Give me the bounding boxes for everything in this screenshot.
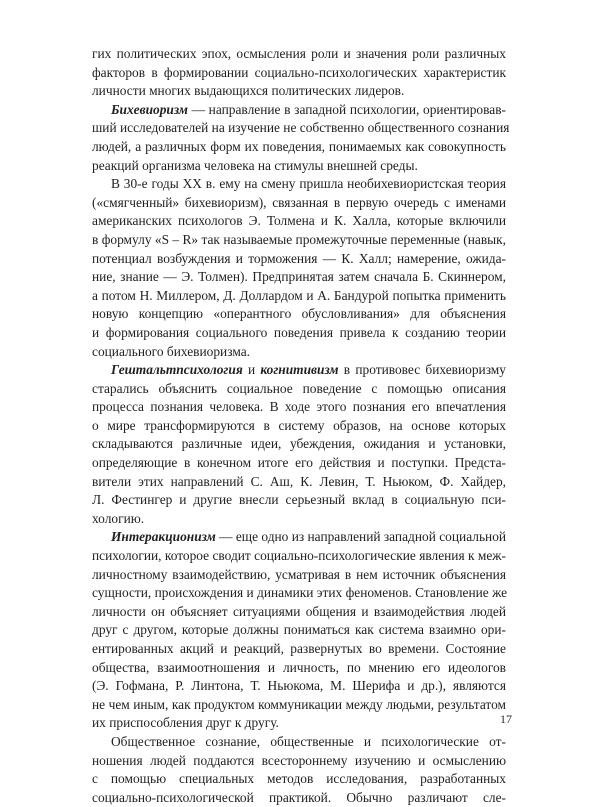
text-line (92, 435, 506, 454)
text-segment: старались объяснить социальное поведение с помощью описания (92, 380, 506, 396)
text-segment: людей, а различных форм их поведения, понимаемых как совокупность (92, 138, 506, 154)
text-line (92, 398, 506, 417)
text-segment: новую концепцию «оперантного обусловливания» для объяснения (92, 306, 506, 322)
text-line (92, 138, 506, 157)
text-segment: не чем иным, как продуктом коммуникации между людьми, результатом (92, 696, 506, 712)
text-segment: общества, взаимоотношения и личность, по мнению его идеологов (92, 659, 506, 675)
text-line (92, 45, 506, 64)
text-line (92, 194, 506, 213)
text-line (92, 417, 506, 436)
text-segment: — направление в западной психологии, ориентировав- (187, 101, 506, 117)
text-line (92, 640, 506, 659)
text-line (92, 361, 506, 380)
term-heading: Интеракционизм (111, 529, 216, 545)
text-line (92, 231, 506, 250)
body-text (92, 45, 510, 807)
text-line (92, 547, 506, 566)
text-line (92, 603, 506, 622)
text-line (92, 64, 506, 83)
text-line (92, 677, 506, 696)
text-segment: ние, знание — Э. Толмен). Предпринятая затем сначала Б. Скиннером, (92, 269, 506, 285)
text-line (92, 528, 506, 547)
text-line (92, 250, 506, 269)
text-line (92, 789, 506, 807)
text-segment: личностному взаимодействию, усматривая в нем источник объяснения (92, 566, 506, 582)
text-line (92, 733, 506, 752)
text-line (92, 101, 506, 120)
text-segment: ентированных акций и реакций, развернутых во времени. Состояние (92, 641, 506, 656)
text-segment: складываются различные идеи, убеждения, ожидания и установки, (92, 436, 506, 452)
text-segment: их приспособления друг к другу. (92, 715, 279, 731)
text-segment: В 30-е годы XX в. ему на смену пришла необихевиористская теория (111, 176, 506, 192)
term-heading: Гештальтпсихология (111, 362, 243, 378)
text-line (92, 696, 506, 715)
text-line (92, 119, 510, 138)
text-line (92, 305, 506, 324)
text-line (92, 287, 506, 306)
text-segment: с помощью специальных методов исследования, разработанных (92, 771, 506, 787)
text-segment: в формулу «S – R» так называемые промежуточные переменные (навык, (92, 231, 506, 247)
text-segment: американских психологов Э. Толмена и К. Халла, которые включили (92, 213, 506, 229)
term-heading: когнитивизм (260, 362, 339, 378)
text-segment: потенциал возбуждения и торможения — К. Халл; намерение, ожида- (92, 250, 506, 266)
text-segment: о мире трансформируются в систему образов, на основе которых (92, 417, 506, 433)
text-line (92, 175, 506, 194)
text-line (92, 659, 506, 678)
text-line (92, 343, 506, 362)
text-segment: (Э. Гофмана, Р. Линтона, Т. Ньюкома, М. Шерифа и др.), являются (92, 678, 506, 694)
text-line (92, 510, 506, 529)
text-line (92, 491, 506, 510)
text-line (92, 473, 506, 492)
text-line (92, 752, 506, 771)
text-segment: реакций организма человека на стимулы внешней среды. (92, 157, 418, 173)
page-number: 17 (500, 712, 512, 726)
text-line (92, 324, 506, 343)
text-segment: друг с другом, которые должны пониматься как система взаимно ори- (92, 622, 506, 638)
text-segment: гих политических эпох, осмысления роли и значения роли различных (92, 46, 506, 61)
text-line (92, 714, 506, 733)
text-line (92, 380, 506, 399)
text-segment: социального бихевиоризма. (92, 343, 250, 359)
text-segment: — еще одно из направлений западной социальной (215, 529, 507, 545)
text-segment: процесса познания человека. В ходе этого познания его впечатления (92, 399, 506, 415)
text-segment: и формирования социального поведения привела к созданию теории (92, 324, 506, 340)
text-segment: ший исследователей на изучение не собственно общественного сознания (92, 120, 510, 136)
text-segment: Л. Фестингер и другие внесли серьезный вклад в социальную пси- (92, 492, 506, 508)
text-segment: ношения людей поддаются всестороннему изучению и осмыслению (92, 752, 506, 768)
term-heading: Бихевиоризм (111, 101, 188, 117)
text-segment: социально-психологической практикой. Обычно различают сле- (92, 789, 506, 805)
text-line (92, 770, 506, 789)
text-line (92, 584, 506, 603)
text-line (92, 566, 506, 585)
text-line (92, 454, 506, 473)
text-segment: сущности, происхождения и динамики этих феноменов. Становление же (92, 585, 508, 601)
text-segment: психологии, которое сводит социально-психологические явления к меж- (92, 548, 506, 564)
text-segment: личности он объясняет ситуациями общения и взаимодействия людей (92, 603, 506, 619)
text-line (92, 212, 506, 231)
text-segment: определяющие в конечном итоге его действия и поступки. Предста- (92, 455, 506, 471)
text-segment: и (242, 362, 261, 378)
text-line (92, 157, 506, 176)
text-segment: Общественное сознание, общественные и психологические от- (111, 733, 506, 749)
text-segment: а потом Н. Миллером, Д. Доллардом и А. Бандурой попытка применить (92, 287, 506, 303)
text-segment: личности многих выдающихся политических лидеров. (92, 83, 405, 99)
text-segment: вители этих направлений С. Аш, К. Левин, Т. Ньюком, Ф. Хайдер, (92, 473, 506, 489)
text-segment: в противовес бихевиоризму (338, 362, 506, 378)
text-line (92, 621, 506, 640)
text-line (92, 82, 506, 101)
text-segment: факторов в формировании социально-психологических характеристик (92, 64, 506, 80)
text-line (92, 268, 506, 287)
text-segment: хологию. (92, 510, 145, 526)
text-segment: («смягченный» бихевиоризм), связанная в первую очередь с именами (92, 194, 506, 210)
